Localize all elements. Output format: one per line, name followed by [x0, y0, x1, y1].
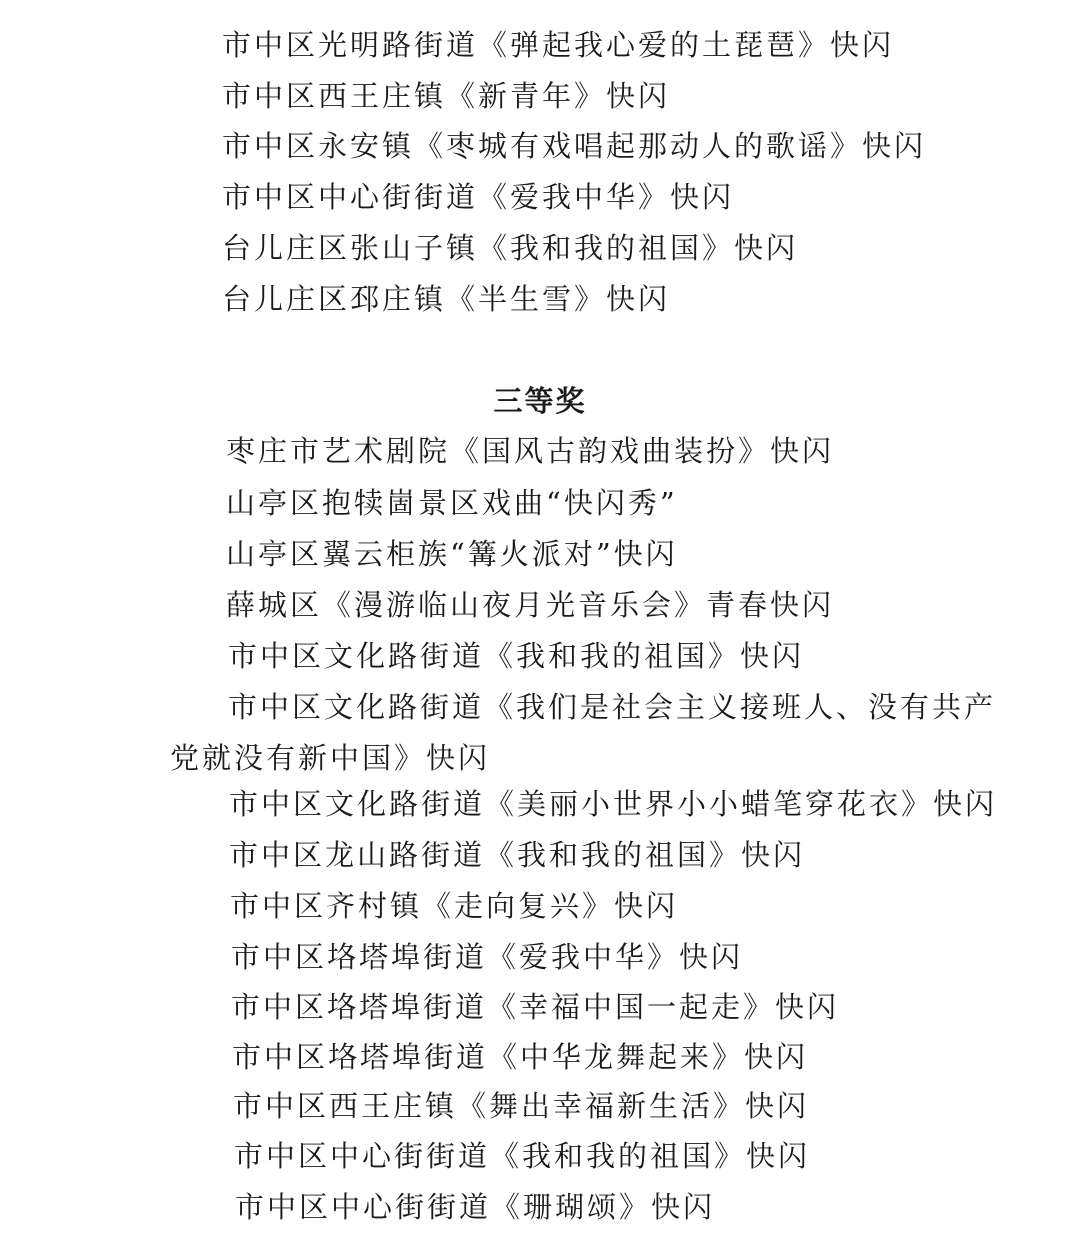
- award-entry: 枣庄市艺术剧院《国风古韵戏曲装扮》快闪: [226, 434, 835, 468]
- award-entry: 山亭区翼云柜族“篝火派对”快闪: [226, 537, 678, 571]
- award-entry: 市中区龙山路街道《我和我的祖国》快闪: [229, 838, 806, 872]
- award-entry: 市中区中心街街道《珊瑚颂》快闪: [235, 1190, 716, 1224]
- award-entry: 市中区文化路街道《我们是社会主义接班人、没有共产: [228, 690, 997, 724]
- award-entry: 薛城区《漫游临山夜月光音乐会》青春快闪: [226, 588, 835, 622]
- award-entry: 市中区齐村镇《走向复兴》快闪: [230, 889, 679, 923]
- award-entry: 市中区垎塔埠街道《中华龙舞起来》快闪: [232, 1040, 809, 1074]
- award-entry: 市中区垎塔埠街道《爱我中华》快闪: [231, 940, 744, 974]
- award-entry: 台儿庄区邳庄镇《半生雪》快闪: [222, 282, 671, 316]
- award-entry-continuation: 党就没有新中国》快闪: [170, 741, 491, 775]
- award-entry: 市中区永安镇《枣城有戏唱起那动人的歌谣》快闪: [222, 129, 927, 163]
- award-entry: 市中区光明路街道《弹起我心爱的土琵琶》快闪: [222, 28, 895, 62]
- award-entry: 市中区中心街街道《我和我的祖国》快闪: [234, 1139, 811, 1173]
- award-entry: 市中区西王庄镇《新青年》快闪: [222, 79, 671, 113]
- award-entry: 市中区文化路街道《我和我的祖国》快闪: [228, 639, 805, 673]
- award-entry: 市中区中心街街道《爱我中华》快闪: [222, 180, 735, 214]
- award-entry: 市中区文化路街道《美丽小世界小小蜡笔穿花衣》快闪: [229, 787, 998, 821]
- award-entry: 台儿庄区张山子镇《我和我的祖国》快闪: [222, 231, 799, 265]
- award-entry: 山亭区抱犊崮景区戏曲“快闪秀”: [226, 486, 678, 520]
- section-heading-third-prize: 三等奖: [493, 384, 587, 418]
- award-entry: 市中区垎塔埠街道《幸福中国一起走》快闪: [231, 990, 840, 1024]
- award-entry: 市中区西王庄镇《舞出幸福新生活》快闪: [233, 1089, 810, 1123]
